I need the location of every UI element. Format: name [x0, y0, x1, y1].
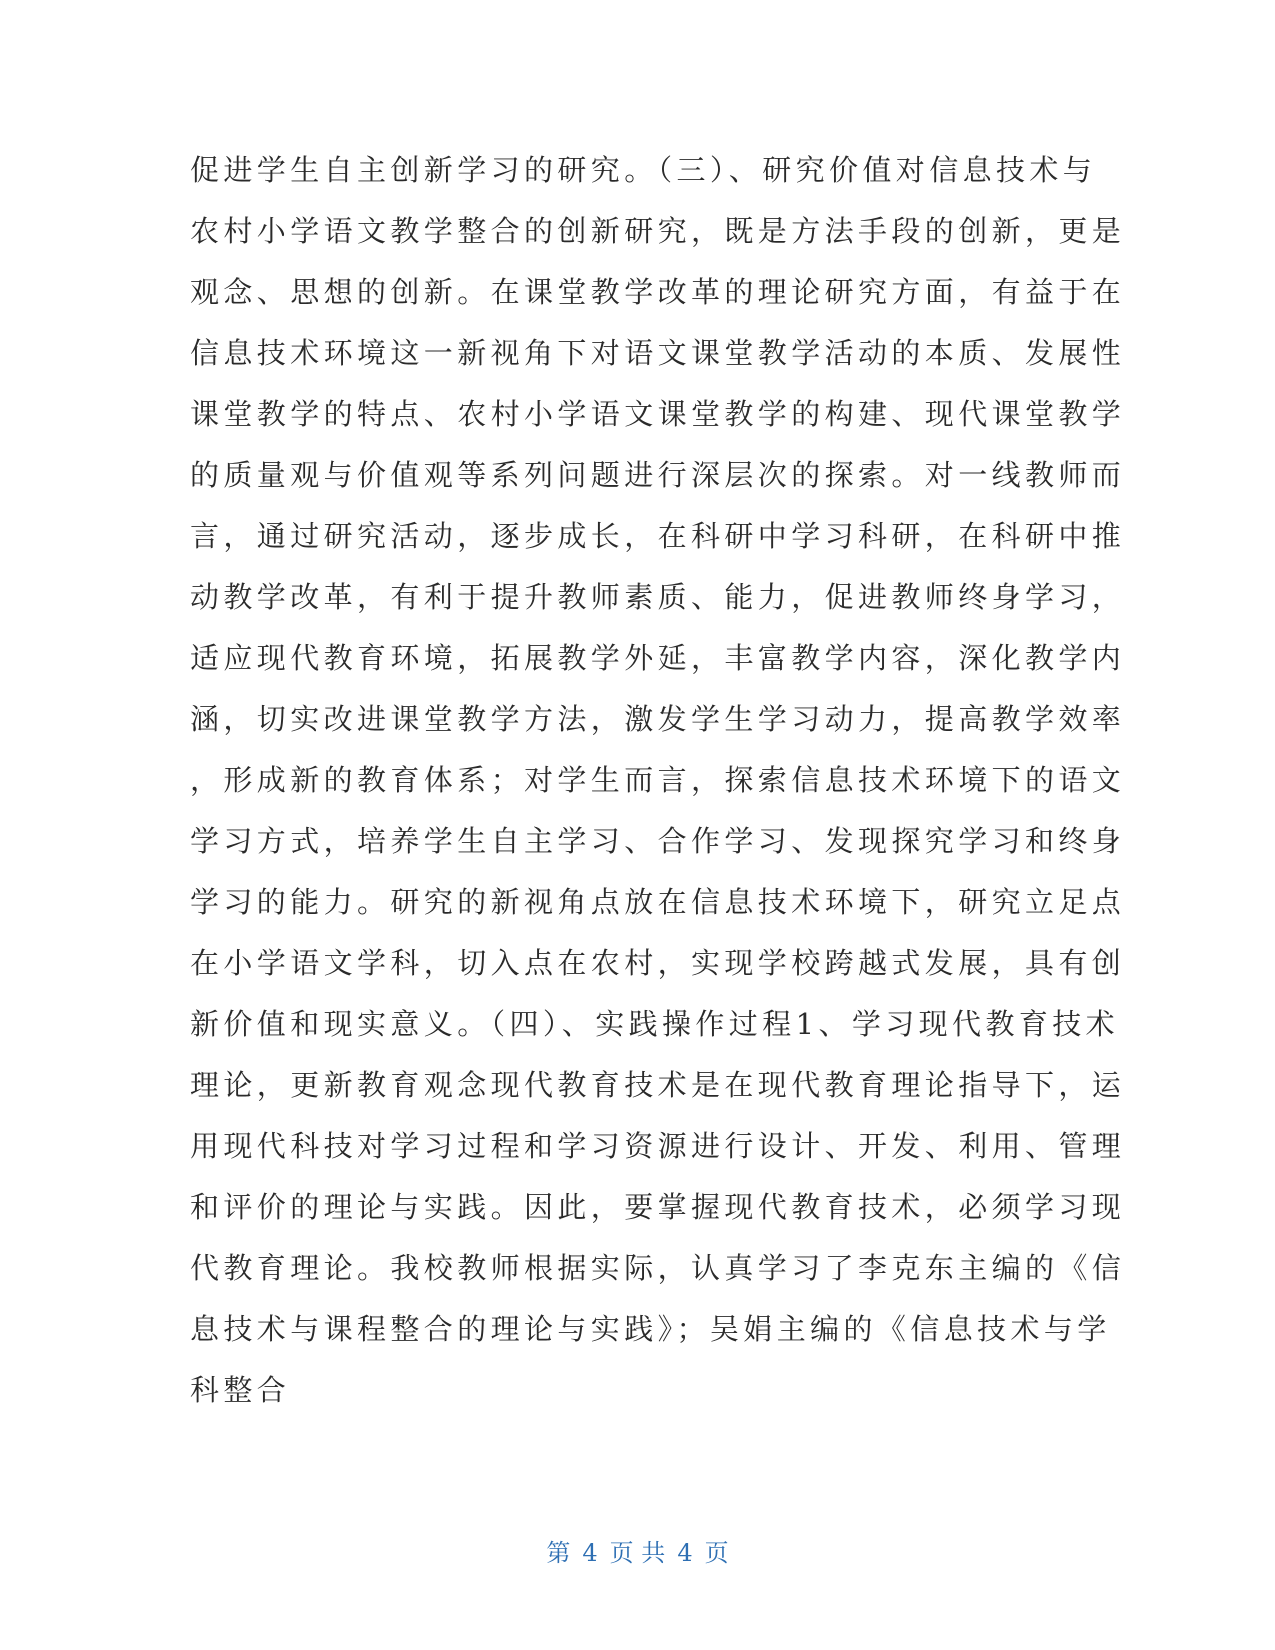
- text-line-7: 言，通过研究活动，逐步成长，在科研中学习科研，在科研中推: [190, 519, 1126, 553]
- page-footer: [0, 1538, 1275, 1568]
- text-line-6: 的质量观与价值观等系列问题进行深层次的探索。对一线教师而: [190, 458, 1126, 492]
- footer-total-pages: 4: [677, 1539, 693, 1567]
- footer-middle: 页 共: [609, 1539, 666, 1567]
- text-line-8: 动教学改革，有利于提升教师素质、能力，促进教师终身学习，: [190, 580, 1126, 614]
- text-line-9: 适应现代教育环境，拓展教学外延，丰富教学内容，深化教学内: [190, 641, 1126, 675]
- text-line-16: 理论，更新教育观念现代教育技术是在现代教育理论指导下，运: [190, 1068, 1126, 1102]
- footer-suffix: 页: [704, 1539, 729, 1567]
- text-line-12: 学习方式，培养学生自主学习、合作学习、发现探究学习和终身: [190, 824, 1126, 858]
- text-line-13: 学习的能力。研究的新视角点放在信息技术环境下，研究立足点: [190, 885, 1126, 919]
- text-line-15: 新价值和现实意义。（四）、实践操作过程1、学习现代教育技术: [190, 1007, 1120, 1041]
- body-text: [190, 140, 1126, 1421]
- text-line-21: 科整合: [190, 1373, 291, 1407]
- text-line-4: 信息技术环境这一新视角下对语文课堂教学活动的本质、发展性: [190, 336, 1126, 370]
- text-line-2: 农村小学语文教学整合的创新研究，既是方法手段的创新，更是: [190, 214, 1126, 248]
- text-line-20: 息技术与课程整合的理论与实践》；吴娟主编的《信息技术与学: [190, 1312, 1111, 1346]
- text-line-5: 课堂教学的特点、农村小学语文课堂教学的构建、现代课堂教学: [190, 397, 1126, 431]
- footer-current-page: 4: [582, 1539, 598, 1567]
- text-line-11: ，形成新的教育体系；对学生而言，探索信息技术环境下的语文: [190, 763, 1126, 797]
- text-line-18: 和评价的理论与实践。因此，要掌握现代教育技术，必须学习现: [190, 1190, 1126, 1224]
- text-line-10: 涵，切实改进课堂教学方法，激发学生学习动力，提高教学效率: [190, 702, 1126, 736]
- footer-prefix: 第: [546, 1539, 571, 1567]
- text-line-19: 代教育理论。我校教师根据实际，认真学习了李克东主编的《信: [190, 1251, 1126, 1285]
- text-line-3: 观念、思想的创新。在课堂教学改革的理论研究方面，有益于在: [190, 275, 1126, 309]
- text-line-17: 用现代科技对学习过程和学习资源进行设计、开发、利用、管理: [190, 1129, 1126, 1163]
- text-line-1: 促进学生自主创新学习的研究。（三）、研究价值对信息技术与: [190, 153, 1097, 187]
- text-line-14: 在小学语文学科，切入点在农村，实现学校跨越式发展，具有创: [190, 946, 1126, 980]
